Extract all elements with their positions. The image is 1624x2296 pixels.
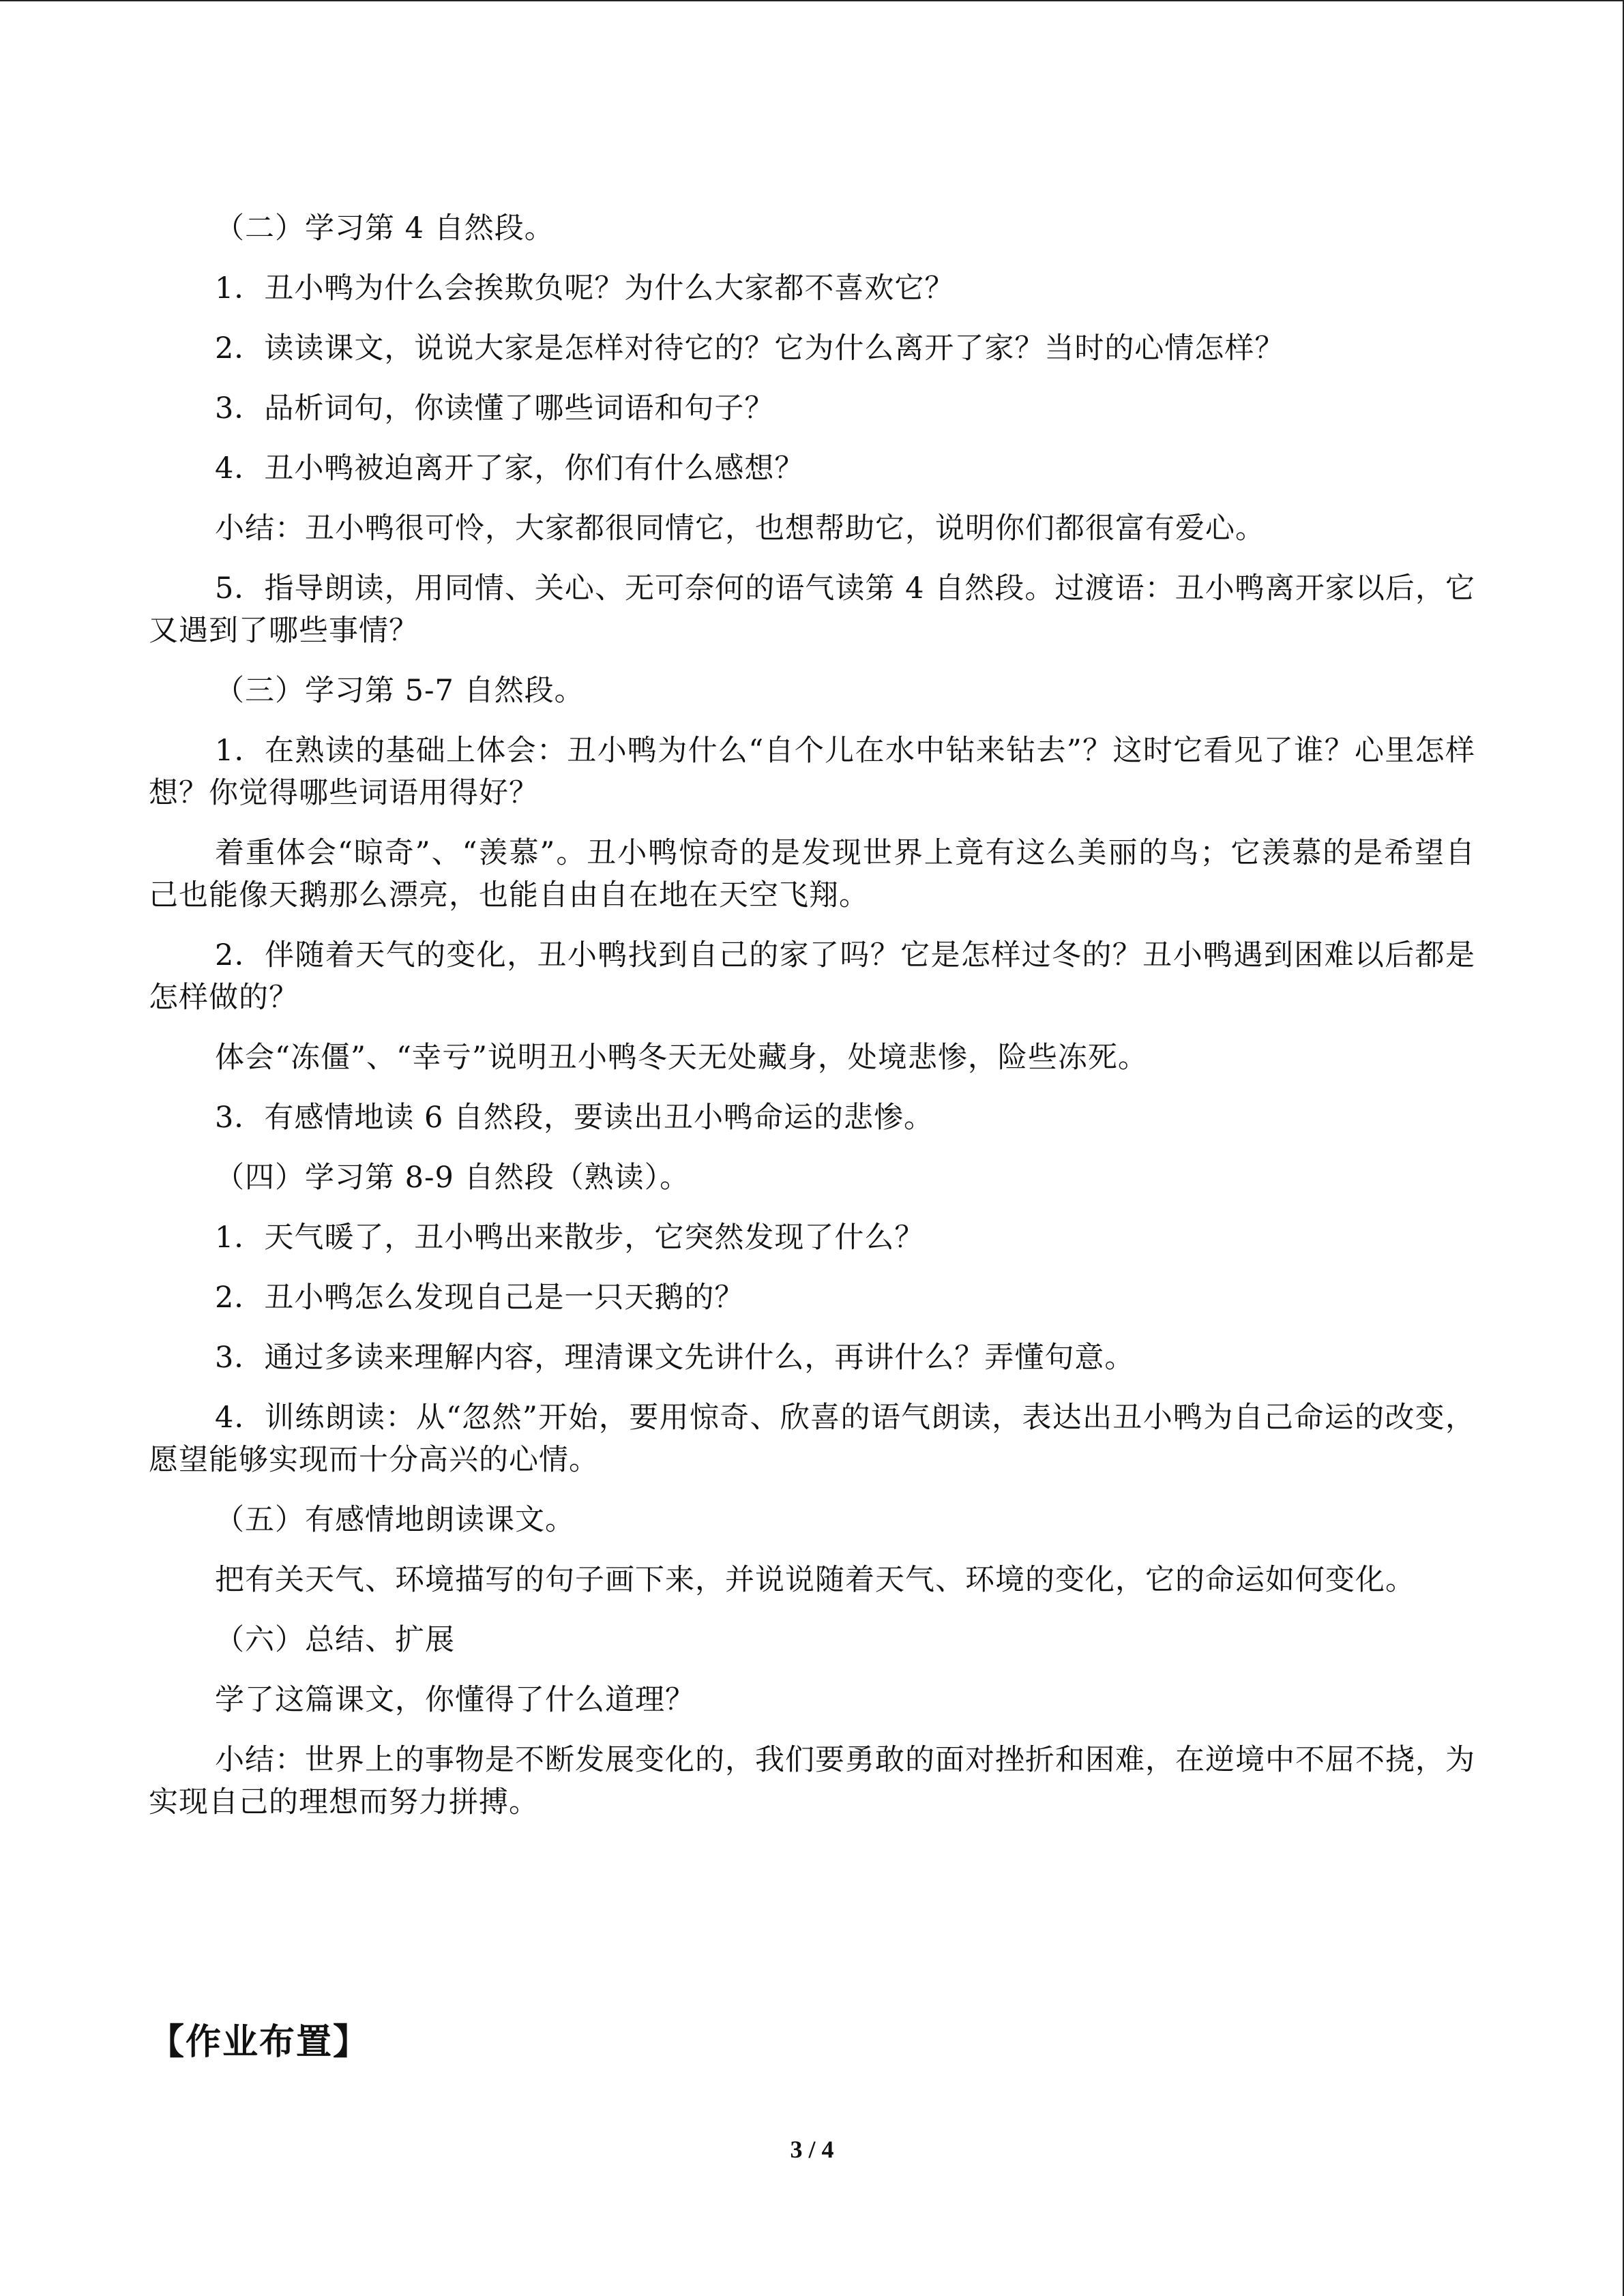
paragraph: 2．伴随着天气的变化，丑小鸭找到自己的家了吗？它是怎样过冬的？丑小鸭遇到困难以后都是怎样做的？ (149, 938, 1475, 1015)
paragraph: 3．品析词句，你读懂了哪些词语和句子？ (215, 391, 775, 426)
paragraph: 1．丑小鸭为什么会挨欺负呢？为什么大家都不喜欢它？ (215, 271, 955, 305)
paragraph: 3．有感情地读 6 自然段，要读出丑小鸭命运的悲惨。 (215, 1101, 934, 1135)
paragraph: 把有关天气、环境描写的句子画下来，并说说随着天气、环境的变化，它的命运如何变化。 (215, 1563, 1415, 1597)
paragraph: 4．训练朗读：从“忽然”开始，要用惊奇、欣喜的语气朗读，表达出丑小鸭为自己命运的改变，愿望能够实现而十分高兴的心情。 (149, 1401, 1475, 1477)
paragraph-summary: 小结：丑小鸭很可怜，大家都很同情它，也想帮助它，说明你们都很富有爱心。 (215, 511, 1265, 546)
paragraph: 1．天气暖了，丑小鸭出来散步，它突然发现了什么？ (215, 1221, 925, 1255)
paragraph-section-3-heading: （三）学习第 5-7 自然段。 (215, 674, 585, 708)
paragraph: 2．读读课文，说说大家是怎样对待它的？它为什么离开了家？当时的心情怎样？ (215, 331, 1285, 366)
paragraph-section-2-heading: （二）学习第 4 自然段。 (215, 211, 555, 245)
paragraph: 学了这篇课文，你懂得了什么道理？ (215, 1683, 695, 1717)
paragraph-section-4-heading: （四）学习第 8-9 自然段（熟读）。 (215, 1161, 690, 1195)
paragraph-section-5-heading: （五）有感情地朗读课文。 (215, 1503, 575, 1537)
paragraph: 着重体会“晾奇”、“羡慕”。丑小鸭惊奇的是发现世界上竟有这么美丽的鸟；它羡慕的是希望自己也能像天鹅那么漂亮，也能自由自在地在天空飞翔。 (149, 836, 1475, 912)
paragraph: 3．通过多读来理解内容，理清课文先讲什么，再讲什么？弄懂句意。 (215, 1341, 1135, 1375)
paragraph: 5．指导朗读，用同情、关心、无可奈何的语气读第 4 自然段。过渡语：丑小鸭离开家以后，它又遇到了哪些事情？ (149, 571, 1475, 648)
paragraph: 1．在熟读的基础上体会：丑小鸭为什么“自个儿在水中钻来钻去”？这时它看见了谁？心里怎样想？你觉得哪些词语用得好？ (149, 734, 1475, 810)
lesson-body (149, 207, 1475, 1841)
section-title-homework: 【作业布置】 (149, 2022, 370, 2063)
paragraph-section-6-heading: （六）总结、扩展 (215, 1623, 455, 1657)
paragraph: 体会“冻僵”、“幸亏”说明丑小鸭冬天无处藏身，处境悲惨，险些冻死。 (215, 1041, 1148, 1075)
page-number: 3 / 4 (790, 2136, 834, 2163)
paragraph-summary: 小结：世界上的事物是不断发展变化的，我们要勇敢的面对挫折和困难，在逆境中不屈不挠，为实现自己的理想而努力拼搏。 (149, 1743, 1475, 1819)
paragraph: 2．丑小鸭怎么发现自己是一只天鹅的？ (215, 1281, 745, 1315)
paragraph: 4．丑小鸭被迫离开了家，你们有什么感想？ (215, 451, 805, 486)
